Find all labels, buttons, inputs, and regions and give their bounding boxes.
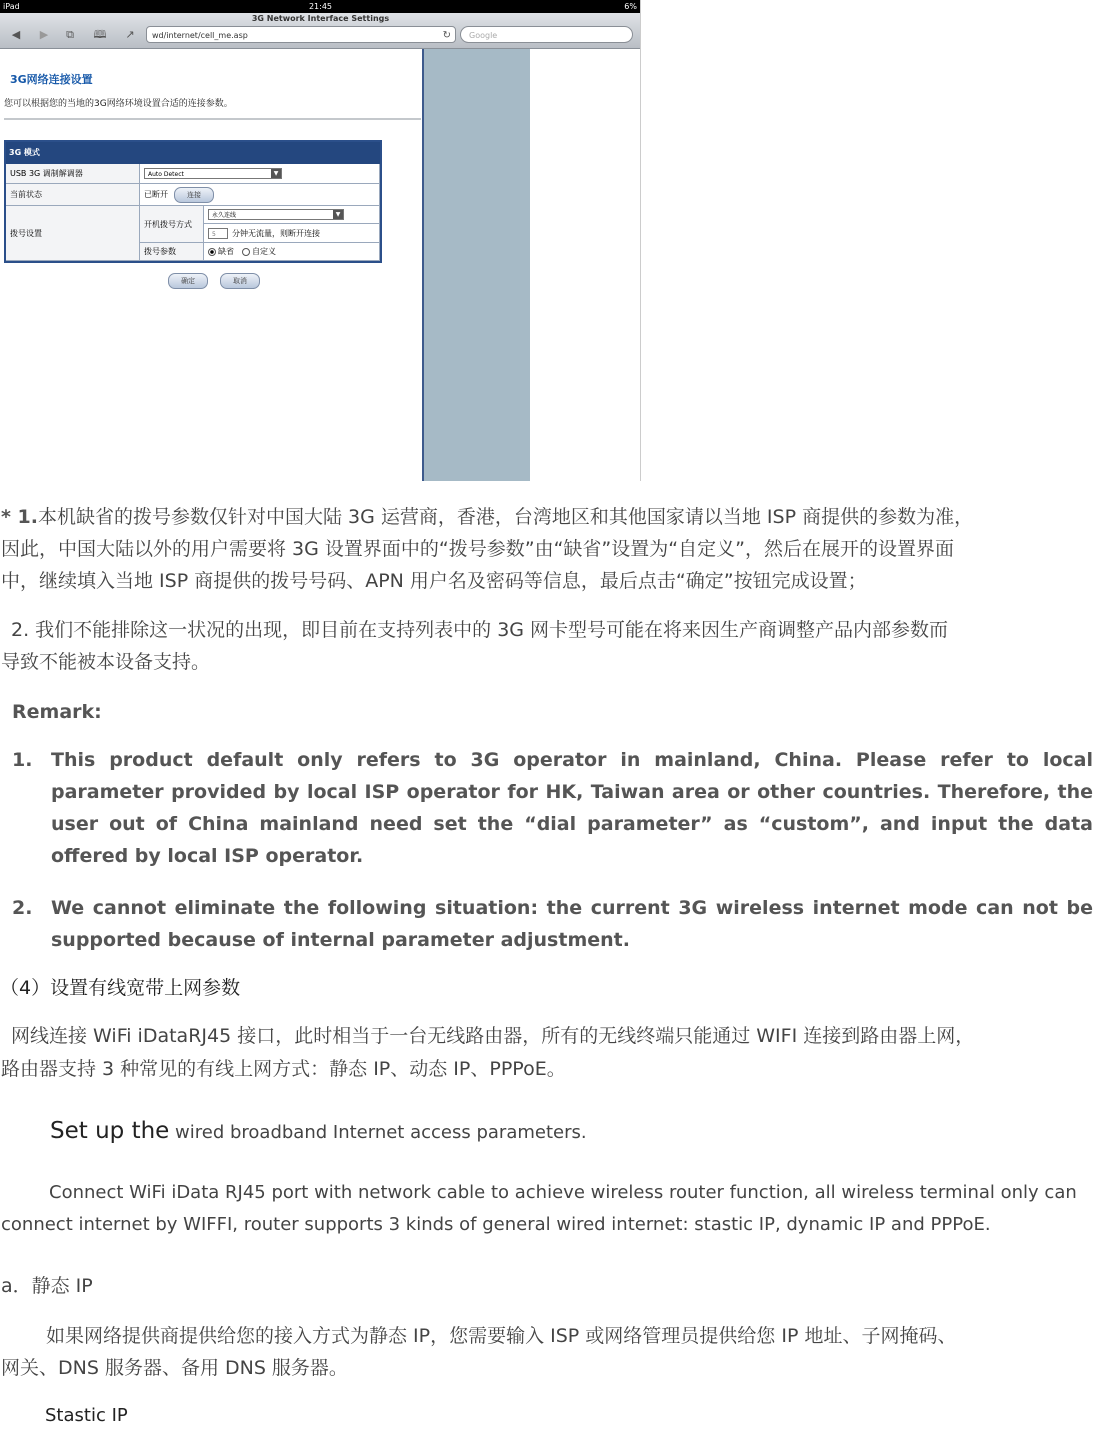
stastic-ip-label: Stastic IP xyxy=(45,1405,128,1426)
remark-1-text: This product default only refers to 3G operator in mainland, China. Please refer to local parameter provided by local ISP operator for HK, Taiwan area or other countries. Therefore, the user out of China mainland need set the “dial parameter” as “custom”, and input the data offered by local ISP operator. xyxy=(51,749,1093,867)
dial-param-cell xyxy=(204,243,380,261)
radio-custom[interactable] xyxy=(242,248,250,256)
page-description: 您可以根据您的当地的3G网络环境设置合适的连接参数。 xyxy=(4,99,233,109)
status-cell xyxy=(140,184,380,206)
browser-toolbar xyxy=(0,13,641,49)
status-value: 已断开 xyxy=(144,190,168,199)
boot-dial-value: 永久连线 xyxy=(212,212,237,219)
modem-select[interactable] xyxy=(144,168,282,179)
sub-a-line-2: 网关、DNS 服务器、备用 DNS 服务器。 xyxy=(1,1357,348,1379)
status-bar xyxy=(0,0,641,13)
dial-settings-label: 拨号设置 xyxy=(6,206,140,261)
ok-button[interactable]: 确定 xyxy=(168,273,208,289)
share-icon[interactable]: ↗ xyxy=(125,28,135,41)
section-4-line-1: 网线连接 WiFi iDataRJ45 接口，此时相当于一台无线路由器，所有的无线终端只能通过 WIFI 连接到路由器上网， xyxy=(11,1025,975,1047)
search-input[interactable]: Google xyxy=(460,26,633,43)
dial-param-label: 拨号参数 xyxy=(140,243,204,261)
english-heading-b: wired broadband Internet access parameters. xyxy=(169,1122,587,1143)
remark-2-number: 2. xyxy=(12,897,33,919)
remark-2-text: We cannot eliminate the following situation: the current 3G wireless internet mode can not be supported because of internal parameter adjustment. xyxy=(51,897,1093,951)
boot-dial-cell xyxy=(204,206,380,224)
note-1-text-a: 本机缺省的拨号参数仅针对中国大陆 3G 运营商，香港，台湾地区和其他国家请以当地 ISP 商提供的参数为准， xyxy=(38,506,974,528)
radio-default[interactable] xyxy=(208,248,216,256)
english-heading-a: Set up the xyxy=(50,1118,170,1144)
ipad-screenshot xyxy=(0,0,641,481)
table-header: 3G 模式 xyxy=(6,142,380,164)
boot-dial-select[interactable] xyxy=(208,209,344,220)
reload-icon[interactable]: ↻ xyxy=(442,30,451,41)
note-2-line-1: 2. 我们不能排除这一状况的出现，即目前在支持列表中的 3G 网卡型号可能在将来因生产商调整产品内部参数而 xyxy=(11,619,949,641)
page-title: 3G网络连接设置 xyxy=(10,73,93,86)
english-para-line-2: connect internet by WIFFI, router supports 3 kinds of general wired internet: stastic IP, dynamic IP and PPPoE. xyxy=(1,1214,991,1235)
tabs-icon[interactable]: ⧉ xyxy=(66,28,74,41)
forward-icon[interactable]: ▶ xyxy=(39,28,49,41)
english-para-line-1: Connect WiFi iData RJ45 port with network cable to achieve wireless router function, all wireless terminal only can xyxy=(49,1182,1077,1203)
sub-a-heading: a．静态 IP xyxy=(1,1275,93,1297)
english-heading xyxy=(50,1115,1090,1149)
chevron-down-icon: ▼ xyxy=(271,169,281,178)
idle-text: 分钟无流量，则断开连接 xyxy=(232,228,320,238)
idle-minutes-input[interactable]: 5 xyxy=(208,228,228,239)
divider xyxy=(4,118,421,120)
option-custom-label: 自定义 xyxy=(252,247,276,256)
clock: 21:45 xyxy=(308,2,333,11)
modem-label: USB 3G 调制解调器 xyxy=(6,164,140,184)
note-1-line-1 xyxy=(1,501,1093,533)
chevron-down-icon: ▼ xyxy=(333,210,343,219)
modem-value: Auto Detect xyxy=(148,171,184,178)
bookmarks-icon[interactable]: 🕮 xyxy=(93,28,107,41)
modem-cell xyxy=(140,164,380,184)
sub-a-line-1: 如果网络提供商提供给您的接入方式为静态 IP，您需要输入 ISP 或网络管理员提供给您 IP 地址、子网掩码、 xyxy=(46,1325,957,1347)
note-2-line-2: 导致不能被本设备支持。 xyxy=(1,651,211,673)
option-default-label: 缺省 xyxy=(218,247,234,256)
cancel-button[interactable]: 取消 xyxy=(220,273,260,289)
back-icon[interactable]: ◀ xyxy=(11,28,21,41)
idle-cell xyxy=(204,224,380,243)
device-label: iPad xyxy=(3,2,20,11)
section-4-line-2: 路由器支持 3 种常见的有线上网方式：静态 IP、动态 IP、PPPoE。 xyxy=(1,1058,566,1080)
side-panel xyxy=(422,49,530,481)
url-text: wd/internet/cell_me.asp xyxy=(152,31,248,40)
note-1-line-2: 因此，中国大陆以外的用户需要将 3G 设置界面中的“拨号参数”由“缺省”设置为“自定义”，然后在展开的设置界面 xyxy=(1,538,954,560)
connect-button[interactable]: 连接 xyxy=(174,187,214,203)
battery-level: 6% xyxy=(624,2,637,11)
note-1-star: * 1. xyxy=(1,506,38,528)
address-bar[interactable] xyxy=(146,26,456,43)
section-4-heading: （4）设置有线宽带上网参数 xyxy=(0,977,241,999)
note-1-line-3: 中，继续填入当地 ISP 商提供的拨号号码、APN 用户名及密码等信息，最后点击“确定”按钮完成设置； xyxy=(1,570,867,592)
status-label: 当前状态 xyxy=(6,184,140,206)
remark-heading: Remark: xyxy=(12,701,102,723)
settings-table xyxy=(4,140,382,263)
browser-title: 3G Network Interface Settings xyxy=(251,14,390,23)
boot-dial-label: 开机拨号方式 xyxy=(140,206,204,243)
remark-1-number: 1. xyxy=(12,749,33,771)
